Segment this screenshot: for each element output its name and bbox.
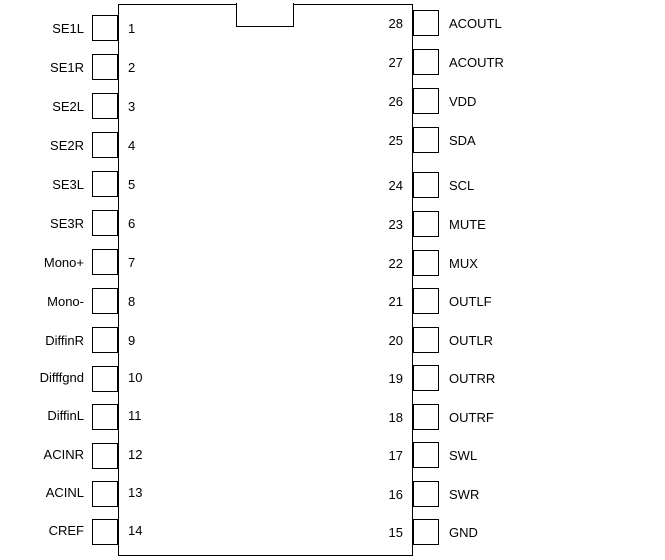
pin-stub-left-14: [92, 519, 118, 545]
pin-label-se1r: SE1R: [50, 60, 84, 75]
pin-number-6: 6: [128, 216, 136, 231]
pin-stub-left-8: [92, 288, 118, 314]
pin-label-swr: SWR: [449, 487, 480, 502]
pin-number-25: 25: [388, 133, 403, 148]
pin-number-2: 2: [128, 60, 136, 75]
pin-stub-right-23: [413, 211, 439, 237]
pin-label-mono-plus: Mono+: [43, 255, 84, 270]
pin-label-cref: CREF: [48, 523, 84, 538]
pin-number-14: 14: [128, 523, 143, 538]
pin-number-27: 27: [388, 55, 403, 70]
pin-label-diffinr: DiffinR: [45, 333, 84, 348]
pin-number-19: 19: [388, 371, 403, 386]
pin-number-15: 15: [388, 525, 403, 540]
pin-stub-right-28: [413, 10, 439, 36]
pin-number-3: 3: [128, 99, 136, 114]
pin-number-10: 10: [128, 370, 143, 385]
pin-stub-left-4: [92, 132, 118, 158]
pin-number-11: 11: [128, 408, 142, 423]
pin-stub-left-1: [92, 15, 118, 41]
pin-number-1: 1: [128, 21, 136, 36]
pin-number-20: 20: [388, 333, 403, 348]
pin-label-outlr: OUTLR: [449, 333, 494, 348]
chip-body-outline: [118, 4, 413, 556]
pin-label-mono-minus: Mono-: [47, 294, 84, 309]
pin-label-mute: MUTE: [449, 217, 486, 232]
pin-number-4: 4: [128, 138, 136, 153]
pin-label-swl: SWL: [449, 448, 478, 463]
pin-stub-left-6: [92, 210, 118, 236]
pin-number-8: 8: [128, 294, 136, 309]
pin-number-9: 9: [128, 333, 136, 348]
pin-stub-left-9: [92, 327, 118, 353]
pin-number-7: 7: [128, 255, 136, 270]
pin-label-acinr: ACINR: [43, 447, 84, 462]
pin-stub-left-5: [92, 171, 118, 197]
pin-label-vdd: VDD: [449, 94, 477, 109]
pin-number-18: 18: [388, 410, 403, 425]
pin-number-13: 13: [128, 485, 143, 500]
pin-stub-left-7: [92, 249, 118, 275]
chip-notch-marker: [236, 3, 294, 27]
pin-stub-right-21: [413, 288, 439, 314]
pin-label-scl: SCL: [449, 178, 475, 193]
pin-stub-right-25: [413, 127, 439, 153]
pin-number-17: 17: [388, 448, 403, 463]
pin-stub-left-11: [92, 404, 118, 430]
pin-number-24: 24: [388, 178, 403, 193]
pin-label-se1l: SE1L: [52, 21, 84, 36]
pin-number-12: 12: [128, 447, 143, 462]
pin-stub-right-20: [413, 327, 439, 353]
pin-stub-right-17: [413, 442, 439, 468]
pin-label-gnd: GND: [449, 525, 478, 540]
pin-stub-right-15: [413, 519, 439, 545]
pin-label-mux: MUX: [449, 256, 478, 271]
pin-label-se2l: SE2L: [52, 99, 84, 114]
pin-label-diffinl: DiffinL: [47, 408, 84, 423]
pin-stub-left-13: [92, 481, 118, 507]
pin-number-23: 23: [388, 217, 403, 232]
pin-stub-left-12: [92, 443, 118, 469]
pin-number-21: 21: [388, 294, 403, 309]
pin-number-5: 5: [128, 177, 136, 192]
pin-label-outrr: OUTRR: [449, 371, 496, 386]
pin-stub-right-16: [413, 481, 439, 507]
pin-label-se3r: SE3R: [50, 216, 84, 231]
pin-stub-right-24: [413, 172, 439, 198]
pin-stub-left-10: [92, 366, 118, 392]
pin-number-22: 22: [388, 256, 403, 271]
pin-label-sda: SDA: [449, 133, 476, 148]
pin-label-difffgnd: Difffgnd: [39, 370, 84, 385]
pin-stub-left-3: [92, 93, 118, 119]
pin-label-se3l: SE3L: [52, 177, 84, 192]
pin-label-acoutl: ACOUTL: [449, 16, 502, 31]
pin-stub-right-22: [413, 250, 439, 276]
pin-stub-right-18: [413, 404, 439, 430]
pin-stub-left-2: [92, 54, 118, 80]
pin-stub-right-19: [413, 365, 439, 391]
pin-label-se2r: SE2R: [50, 138, 84, 153]
pin-label-outrf: OUTRF: [449, 410, 494, 425]
pin-label-acinl: ACINL: [45, 485, 84, 500]
pin-number-16: 16: [388, 487, 403, 502]
pin-stub-right-27: [413, 49, 439, 75]
pin-label-outlf: OUTLF: [449, 294, 492, 309]
pin-stub-right-26: [413, 88, 439, 114]
pin-number-26: 26: [388, 94, 403, 109]
pin-number-28: 28: [388, 16, 403, 31]
pin-label-acoutr: ACOUTR: [449, 55, 504, 70]
